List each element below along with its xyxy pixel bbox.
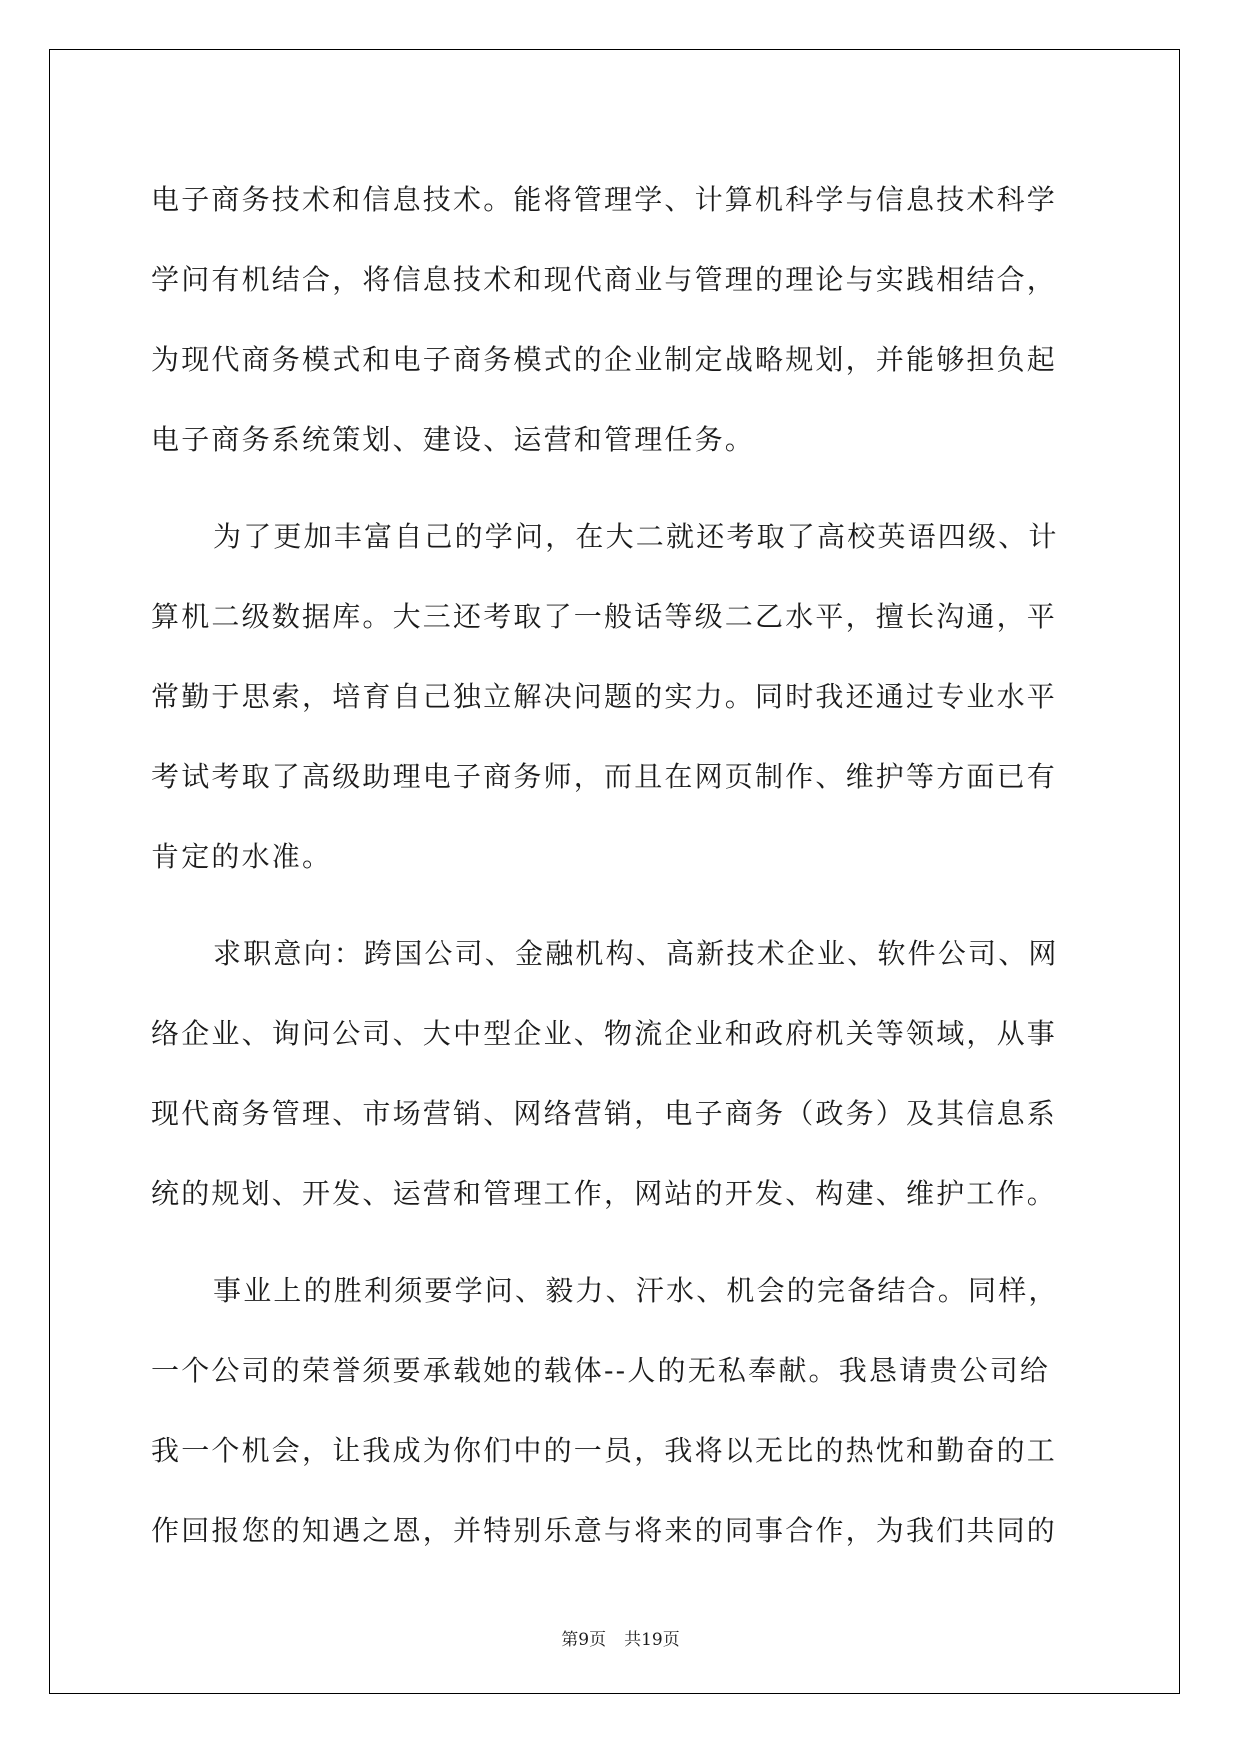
text-line: 电子商务系统策划、建设、运营和管理任务。 (151, 423, 756, 456)
text-line: 统的规划、开发、运营和管理工作，网站的开发、构建、维护工作。 (151, 1177, 1058, 1210)
text-line: 肯定的水准。 (151, 840, 333, 873)
text-line: 为现代商务模式和电子商务模式的企业制定战略规划，并能够担负起 (151, 343, 1058, 376)
page-total: 共19页 (624, 1630, 680, 1650)
text-line: 求职意向：跨国公司、金融机构、高新技术企业、软件公司、网 (213, 937, 1059, 970)
text-line: 络企业、询问公司、大中型企业、物流企业和政府机关等领域，从事 (151, 1017, 1058, 1050)
paragraph-p2 (151, 497, 1083, 897)
paragraph-p4 (151, 1251, 1083, 1571)
text-line: 一个公司的荣誉须要承载她的载体--人的无私奉献。我恳请贵公司给 (151, 1354, 1051, 1387)
paragraph-p1 (151, 160, 1083, 480)
text-line: 为了更加丰富自己的学问，在大二就还考取了高校英语四级、计 (213, 520, 1059, 553)
text-line: 算机二级数据库。大三还考取了一般话等级二乙水平，擅长沟通，平 (151, 600, 1058, 633)
text-line: 现代商务管理、市场营销、网络营销，电子商务（政务）及其信息系 (151, 1097, 1058, 1130)
text-line: 作回报您的知遇之恩，并特别乐意与将来的同事合作，为我们共同的 (151, 1514, 1058, 1547)
document-body (151, 160, 1083, 1588)
text-line: 考试考取了高级助理电子商务师，而且在网页制作、维护等方面已有 (151, 760, 1058, 793)
page-footer (0, 1625, 1241, 1650)
text-line: 常勤于思索，培育自己独立解决问题的实力。同时我还通过专业水平 (151, 680, 1058, 713)
text-line: 事业上的胜利须要学问、毅力、汗水、机会的完备结合。同样， (213, 1274, 1059, 1307)
page-number: 第9页 (561, 1630, 607, 1650)
text-line: 电子商务技术和信息技术。能将管理学、计算机科学与信息技术科学 (151, 183, 1058, 216)
text-line: 我一个机会，让我成为你们中的一员，我将以无比的热忱和勤奋的工 (151, 1434, 1058, 1467)
text-line: 学问有机结合，将信息技术和现代商业与管理的理论与实践相结合， (151, 263, 1058, 296)
paragraph-p3 (151, 914, 1083, 1234)
